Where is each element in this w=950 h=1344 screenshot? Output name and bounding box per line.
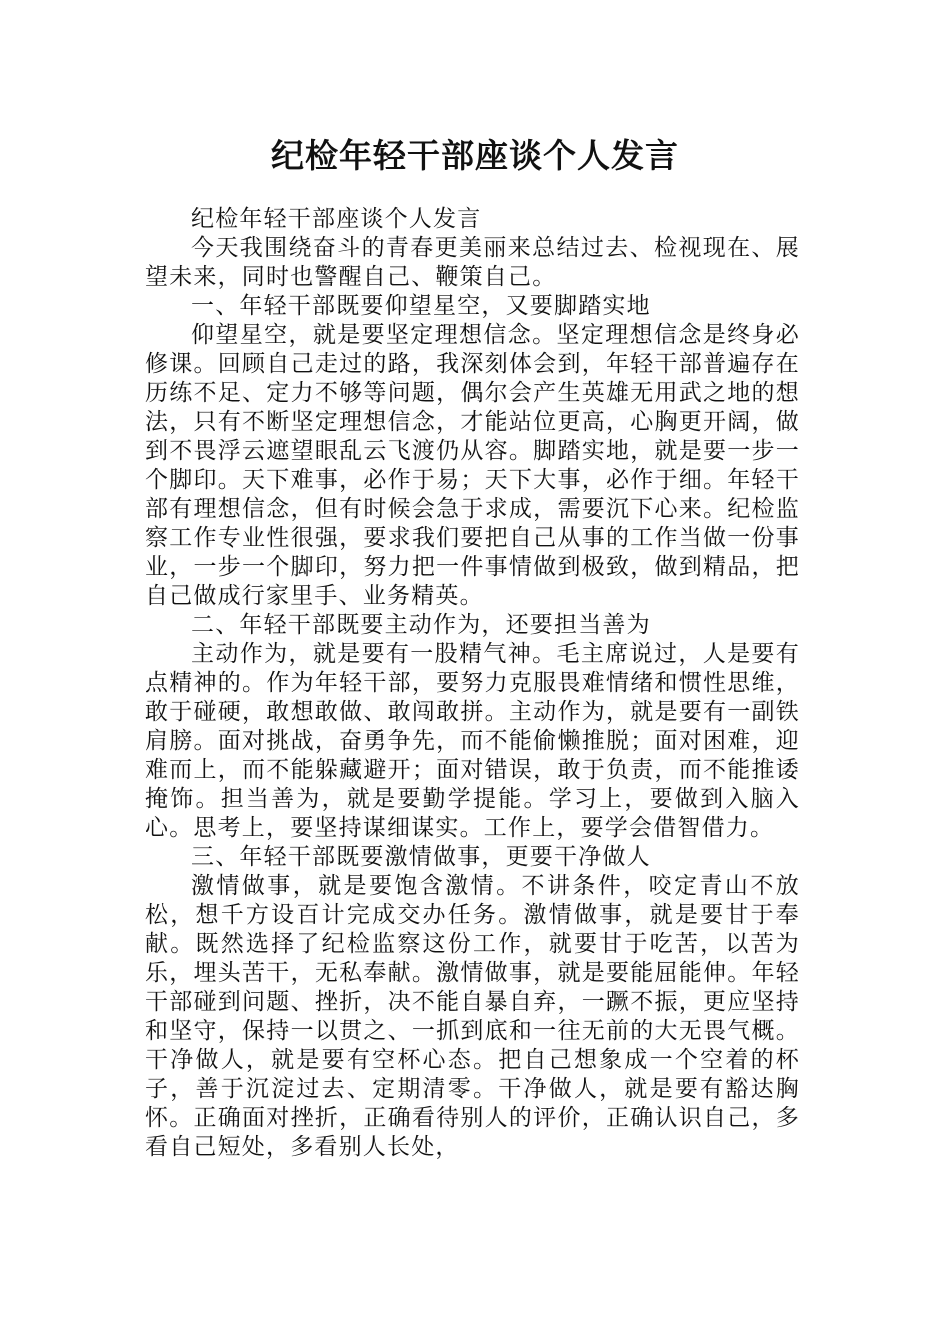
- section-heading-2: 二、年轻干部既要主动作为，还要担当善为: [191, 612, 651, 638]
- section-heading-3: 三、年轻干部既要激情做事，更要干净做人: [191, 844, 651, 870]
- paragraph-section-1: 仰望星空，就是要坚定理想信念。坚定理想信念是终身必修课。回顾自己走过的路，我深刻体会到，年轻干部普遍存在历练不足、定力不够等问题，偶尔会产生英雄无用武之地的想法，只有不断坚定理想信念，才能站位更高，心胸更开阔，做到不畏浮云遮望眼乱云飞渡仍从容。脚踏实地，就是要一步一个脚印。天下难事，必作于易；天下大事，必作于细。年轻干部有理想信念，但有时候会急于求成，需要沉下心来。纪检监察工作专业性很强，要求我们要把自己从事的工作当做一份事业，一步一个脚印，努力把一件事情做到极致，做到精品，把自己做成行家里手、业务精英。: [145, 322, 800, 609]
- document-title: 纪检年轻干部座谈个人发言: [271, 136, 679, 175]
- document-body: [145, 205, 800, 1162]
- section-heading-1: 一、年轻干部既要仰望星空，又要脚踏实地: [191, 293, 651, 319]
- paragraph-subtitle: 纪检年轻干部座谈个人发言: [191, 206, 482, 232]
- paragraph-section-3: 激情做事，就是要饱含激情。不讲条件，咬定青山不放松，想千方设百计完成交办任务。激情做事，就是要甘于奉献。既然选择了纪检监察这份工作，就要甘于吃苦，以苦为乐，埋头苦干，无私奉献。激情做事，就是要能屈能伸。年轻干部碰到问题、挫折，决不能自暴自弃，一蹶不振，更应坚持和坚守，保持一以贯之、一抓到底和一往无前的大无畏气概。干净做人，就是要有空杯心态。把自己想象成一个空着的杯子，善于沉淀过去、定期清零。干净做人，就是要有豁达胸怀。正确面对挫折，正确看待别人的评价，正确认识自己，多看自己短处，多看别人长处，: [145, 873, 800, 1160]
- paragraph-intro: 今天我围绕奋斗的青春更美丽来总结过去、检视现在、展望未来，同时也警醒自己、鞭策自己。: [145, 235, 800, 290]
- paragraph-section-2: 主动作为，就是要有一股精气神。毛主席说过，人是要有点精神的。作为年轻干部，要努力克服畏难情绪和惯性思维，敢于碰硬，敢想敢做、敢闯敢拼。主动作为，就是要有一副铁肩膀。面对挑战，奋勇争先，而不能偷懒推脱；面对困难，迎难而上，而不能躲藏避开；面对错误，敢于负责，而不能推诿掩饰。担当善为，就是要勤学提能。学习上，要做到入脑入心。思考上，要坚持谋细谋实。工作上，要学会借智借力。: [145, 641, 800, 841]
